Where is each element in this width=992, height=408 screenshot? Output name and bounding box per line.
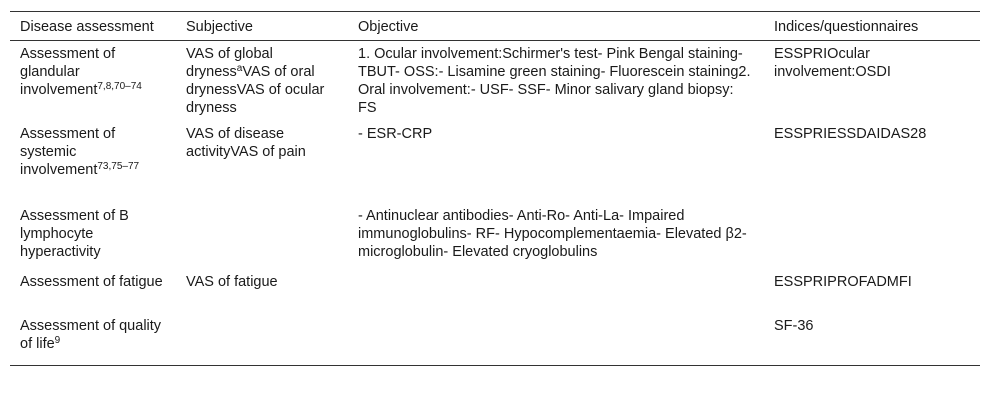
row-assessment: Assessment of fatigue bbox=[20, 274, 163, 290]
row-objective: - Antinuclear antibodies- Anti-Ro- Anti-La- Impaired immunoglobulins- RF- Hypocomplementaemia- Elevated β2-microglobulin- Elevated cryoglobulins bbox=[358, 208, 747, 260]
row-objective bbox=[348, 273, 764, 317]
row-objective bbox=[348, 317, 764, 365]
header-objective: Objective bbox=[358, 19, 419, 35]
table-row bbox=[10, 207, 980, 273]
reference-superscript: 9 bbox=[54, 335, 61, 346]
table-row bbox=[10, 273, 980, 317]
reference-superscript: 73,75–77 bbox=[97, 161, 140, 172]
header-disease-assessment: Disease assessment bbox=[20, 19, 154, 35]
assessment-text: Assessment of glandular involvement bbox=[20, 46, 116, 98]
table-row bbox=[10, 41, 980, 125]
row-objective: 1. Ocular involvement:Schirmer's test- Pink Bengal staining- TBUT- OSS:- Lisamine green staining- Fluorescein staining2. Oral involvement:- USF- SSF- Minor salivary gland biopsy: FS bbox=[358, 46, 751, 116]
subjective-text: VAS of global dryness bbox=[186, 46, 273, 80]
row-objective: - ESR-CRP bbox=[358, 126, 433, 142]
row-indices bbox=[764, 207, 980, 273]
table-row bbox=[10, 125, 980, 207]
assessment-text: Assessment of systemic involvement bbox=[20, 126, 116, 178]
table-bottom-rule bbox=[10, 365, 980, 366]
footnote-superscript: a bbox=[236, 63, 243, 74]
row-subjective: VAS of disease activityVAS of pain bbox=[186, 126, 306, 160]
row-subjective: VAS of fatigue bbox=[186, 274, 278, 290]
row-indices: ESSPRIPROFADMFI bbox=[774, 274, 912, 290]
subjective-text-cont: VAS of oral drynessVAS of ocular dryness bbox=[186, 64, 325, 116]
row-subjective bbox=[176, 45, 348, 125]
row-subjective bbox=[176, 317, 348, 365]
row-indices: SF-36 bbox=[774, 318, 814, 334]
row-indices: ESSPRIESSDAIDAS28 bbox=[774, 126, 927, 142]
reference-superscript: 7,8,70–74 bbox=[97, 81, 142, 92]
assessment-text: Assessment of quality of life bbox=[20, 318, 162, 352]
row-assessment bbox=[10, 45, 176, 125]
table-header-row bbox=[10, 12, 980, 40]
row-assessment bbox=[10, 317, 176, 365]
row-subjective bbox=[176, 207, 348, 273]
row-assessment bbox=[10, 125, 176, 207]
assessment-table bbox=[10, 11, 980, 366]
row-indices: ESSPRIOcular involvement:OSDI bbox=[774, 46, 891, 80]
header-subjective: Subjective bbox=[186, 19, 253, 35]
table-row bbox=[10, 317, 980, 365]
row-assessment: Assessment of B lymphocyte hyperactivity bbox=[20, 208, 129, 260]
header-indices: Indices/questionnaires bbox=[774, 19, 919, 35]
